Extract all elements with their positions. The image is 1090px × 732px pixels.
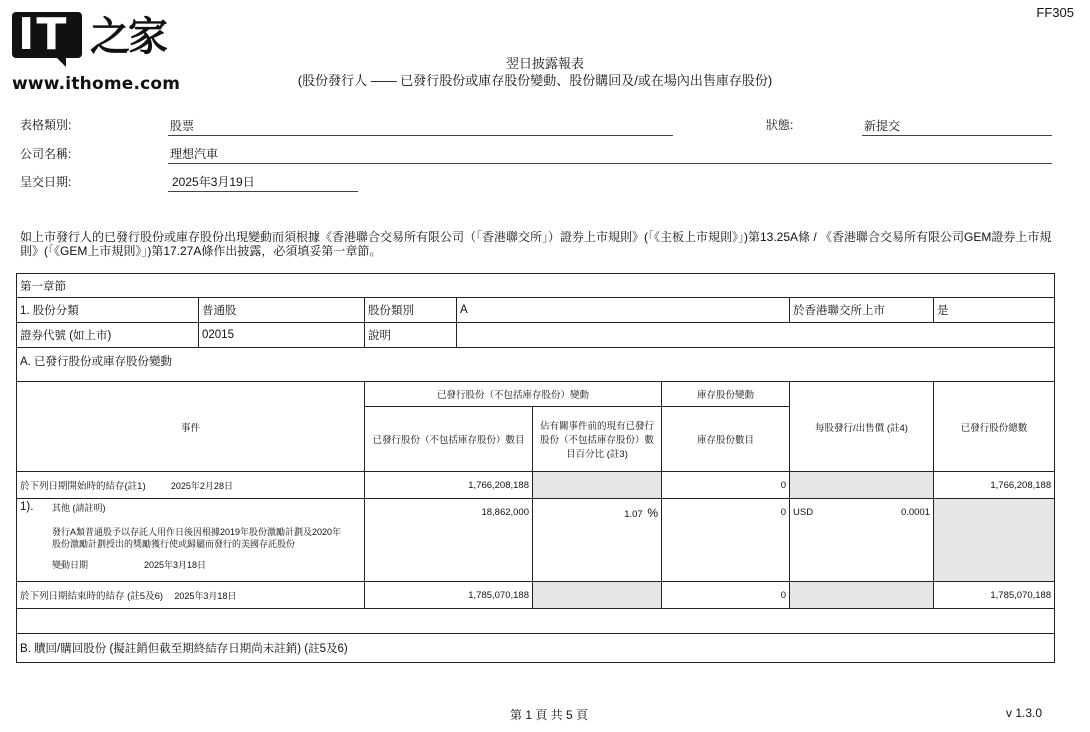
event1-total-empty [934,499,1055,582]
issued-count-header: 已發行股份（不包括庫存股份）數目 [365,407,533,472]
disclosure-table [16,273,1055,663]
event1-issued-pct [533,499,662,582]
closing-label: 於下列日期結束時的結存 (註5及6) [20,591,164,602]
closing-treasury-count: 0 [662,582,790,609]
issued-pct-header: 佔有關事件前的現有已發行股份（不包括庫存股份）數目百分比 (註3) [533,407,662,472]
listed-value: 是 [934,298,1055,323]
company-value: 理想汽車 [170,147,219,161]
event1-currency: USD [793,507,814,518]
event1-issued-count: 18,862,000 [365,499,533,582]
document-subtitle: (股份發行人 —— 已發行股份或庫存股份變動、股份購回及/或在場內出售庫存股份) [297,73,773,88]
ithome-logo-badge [12,9,82,60]
listed-label: 於香港聯交所上市 [790,298,934,323]
treasury-change-group-header: 庫存股份變動 [662,382,790,407]
page-number: 第 1 頁 共 5 頁 [510,708,589,722]
logo-badge-text: IT [18,9,69,60]
treasury-count-header: 庫存股份數目 [662,407,790,472]
stock-code-label: 證券代號 (如上市) [17,323,199,348]
sectionB-title: B. 贖回/購回股份 (擬註銷但截至期終結存日期尚未註銷) (註5及6) [17,634,1055,663]
company-label: 公司名稱: [20,147,72,161]
status-label: 狀態: [766,118,794,132]
event1-change-date-label: 變動日期 [52,560,89,570]
opening-balance-label [17,472,365,499]
share-class-value: 普通股 [199,298,365,323]
opening-price-empty [790,472,934,499]
event1-index: 1). [20,501,34,513]
event1-price [790,499,934,582]
closing-price-empty [790,582,934,609]
event1-price-value: 0.0001 [900,507,930,518]
event1-type: 其他 (請註明) [52,503,106,513]
opening-pct-empty [533,472,662,499]
event1-treasury-count: 0 [662,499,790,582]
event1-change-date: 2025年3月18日 [144,560,207,570]
event1-description: 發行A類普通股予以存託人用作日後因根據2019年股份激勵計劃及2020年股份激勵計劃授出的獎勵獲行使或歸屬而發行的美國存託股份 [52,527,342,549]
status-underline [862,135,1052,136]
closing-issued-count: 1,785,070,188 [365,582,533,609]
share-class-label: 1. 股份分類 [17,298,199,323]
closing-total: 1,785,070,188 [934,582,1055,609]
total-issued-header: 已發行股份總數 [934,382,1055,472]
stock-code-value: 02015 [199,323,365,348]
issued-change-group-header: 已發行股份（不包括庫存股份）變動 [365,382,662,407]
form-type-underline [168,135,673,136]
opening-issued-count: 1,766,208,188 [365,472,533,499]
percent-sign: % [647,506,658,520]
description-value [457,323,1055,348]
event-header: 事件 [17,382,365,472]
closing-date: 2025年3月18日 [174,591,237,601]
event1-cell [17,499,365,582]
status-value: 新提交 [864,119,901,133]
blank-row [17,609,1055,634]
submit-date-label: 呈交日期: [20,175,72,189]
share-type-value: A [457,298,790,323]
opening-label: 於下列日期開始時的結存(註1) [20,481,146,492]
version-label: v 1.3.0 [1006,706,1043,720]
event1-pct-value: 1.07 [624,509,643,520]
sectionA-title: A. 已發行股份或庫存股份變動 [17,348,1055,382]
closing-pct-empty [533,582,662,609]
share-type-label: 股份類別 [365,298,457,323]
submit-date-underline [168,191,358,192]
section1-title: 第一章節 [17,274,1055,298]
company-underline [168,163,1052,164]
opening-date: 2025年2月28日 [170,481,233,491]
form-code: FF305 [1036,5,1074,20]
description-label: 說明 [365,323,457,348]
opening-treasury-count: 0 [662,472,790,499]
form-type-label: 表格類別: [20,118,72,132]
logo-url: www.ithome.com [12,74,181,94]
logo-chinese-text: 之家 [90,13,166,60]
price-header: 每股發行/出售價 (註4) [790,382,934,472]
submit-date-value: 2025年3月19日 [172,175,255,189]
form-type-value: 股票 [170,119,195,133]
intro-paragraph: 如上市發行人的已發行股份或庫存股份出現變動而須根據《香港聯合交易所有限公司（「香港聯交所」）證券上市規則》(「《主板上市規則》」)第13.25A條 / 《香港聯合交易所有限公司GEM證券上市規則》(「《GEM上市規則》」)第17.27A條作出披露，必須填妥第一章節。 [20,230,1052,258]
document-title: 翌日披露報表 [505,56,584,71]
closing-balance-label [17,582,365,609]
opening-total: 1,766,208,188 [934,472,1055,499]
